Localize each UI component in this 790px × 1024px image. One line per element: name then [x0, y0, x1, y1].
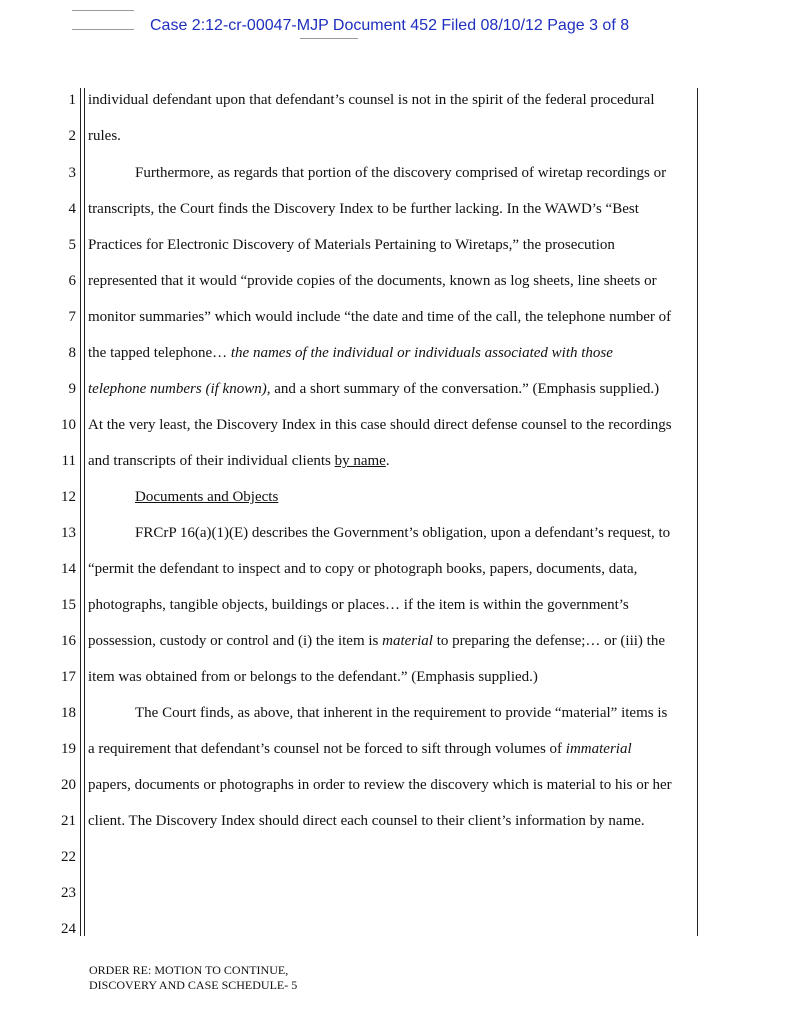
line-number: 3 — [68, 165, 76, 181]
body-line-3: Furthermore, as regards that portion of the discovery comprised of wiretap recordings or — [135, 165, 667, 181]
body-line-8 — [88, 344, 613, 362]
body-line-2: rules. — [88, 128, 121, 144]
line-number: 18 — [61, 705, 76, 721]
line-number: 5 — [68, 237, 76, 253]
body-line-1: individual defendant upon that defendant’s counsel is not in the spirit of the federal procedural — [88, 92, 655, 108]
line-number: 1 — [68, 92, 76, 108]
line-number: 7 — [68, 309, 76, 325]
footer-line-1: ORDER RE: MOTION TO CONTINUE, — [89, 963, 289, 977]
line-number: 21 — [61, 813, 76, 829]
body-line-11-plain: and transcripts of their individual clients — [88, 453, 335, 469]
case-header-stamp: Case 2:12-cr-00047-MJP Document 452 Filed 08/10/12 Page 3 of 8 — [150, 17, 630, 34]
body-line-16-plain-a: possession, custody or control and (i) the item is — [88, 633, 383, 649]
body-line-19-italic: immaterial — [565, 741, 632, 757]
line-number: 13 — [61, 525, 76, 541]
line-number: 16 — [61, 633, 76, 649]
body-line-18: The Court finds, as above, that inherent in the requirement to provide “material” items is — [135, 705, 668, 721]
left-margin-rule-inner — [84, 88, 85, 936]
body-line-4: transcripts, the Court finds the Discovery Index to be further lacking. In the WAWD’s “Best — [88, 201, 639, 217]
line-number: 17 — [61, 669, 76, 685]
body-line-10: At the very least, the Discovery Index in this case should direct defense counsel to the recordings — [88, 417, 672, 433]
scan-artifact-top — [72, 10, 134, 11]
body-line-11-underlined: by name — [334, 453, 386, 469]
body-line-9-plain: and a short summary of the conversation.” (Emphasis supplied.) — [270, 381, 660, 397]
body-line-7: monitor summaries” which would include “the date and time of the call, the telephone number of — [88, 309, 672, 325]
line-number: 23 — [61, 885, 76, 901]
body-line-16-italic: material — [382, 633, 433, 649]
line-number: 14 — [61, 561, 76, 577]
body-line-5: Practices for Electronic Discovery of Materials Pertaining to Wiretaps,” the prosecution — [88, 237, 615, 253]
right-margin-rule — [697, 88, 698, 936]
line-number: 11 — [61, 453, 76, 469]
body-line-13: FRCrP 16(a)(1)(E) describes the Government’s obligation, upon a defendant’s request, to — [135, 525, 671, 541]
body-line-16-plain-b: to preparing the defense;… or (iii) the — [432, 633, 665, 649]
line-number: 8 — [68, 345, 76, 361]
footer-line-2: DISCOVERY AND CASE SCHEDULE- 5 — [89, 978, 298, 992]
line-number: 9 — [68, 381, 76, 397]
body-line-9-italic: telephone numbers (if known), — [88, 381, 271, 397]
section-heading-documents-and-objects: Documents and Objects — [135, 489, 279, 505]
body-line-14: “permit the defendant to inspect and to copy or photograph books, papers, documents, data, — [88, 561, 638, 577]
body-line-8-plain: the tapped telephone… — [88, 345, 231, 361]
line-number: 2 — [68, 128, 76, 144]
body-line-11-period: . — [385, 453, 390, 469]
scan-artifact-mid — [72, 29, 134, 30]
body-line-21: client. The Discovery Index should direct each counsel to their client’s information by name. — [88, 813, 645, 829]
scan-artifact-under-stamp — [300, 38, 358, 39]
line-number: 12 — [61, 489, 76, 505]
body-line-6: represented that it would “provide copies of the documents, known as log sheets, line sheets or — [88, 273, 657, 289]
line-number: 6 — [68, 273, 76, 289]
body-line-17: item was obtained from or belongs to the defendant.” (Emphasis supplied.) — [88, 669, 538, 685]
body-line-15: photographs, tangible objects, buildings or places… if the item is within the government’s — [88, 597, 629, 613]
body-line-8-italic: the names of the individual or individuals associated with those — [230, 345, 613, 361]
line-number: 22 — [61, 849, 76, 865]
line-number: 19 — [61, 741, 76, 757]
left-margin-rule-outer — [80, 88, 81, 936]
line-number: 15 — [61, 597, 76, 613]
document-footer — [89, 963, 297, 993]
line-number: 10 — [61, 417, 76, 433]
body-line-20: papers, documents or photographs in order to review the discovery which is material to his or her — [88, 777, 672, 793]
body-line-19-plain: a requirement that defendant’s counsel not be forced to sift through volumes of — [88, 741, 566, 757]
body-line-19 — [88, 740, 632, 758]
body-line-11 — [88, 452, 390, 470]
line-number: 4 — [68, 201, 76, 217]
line-number: 24 — [61, 921, 76, 937]
body-line-16 — [88, 632, 665, 650]
line-number: 20 — [61, 777, 76, 793]
body-line-9 — [88, 380, 659, 398]
